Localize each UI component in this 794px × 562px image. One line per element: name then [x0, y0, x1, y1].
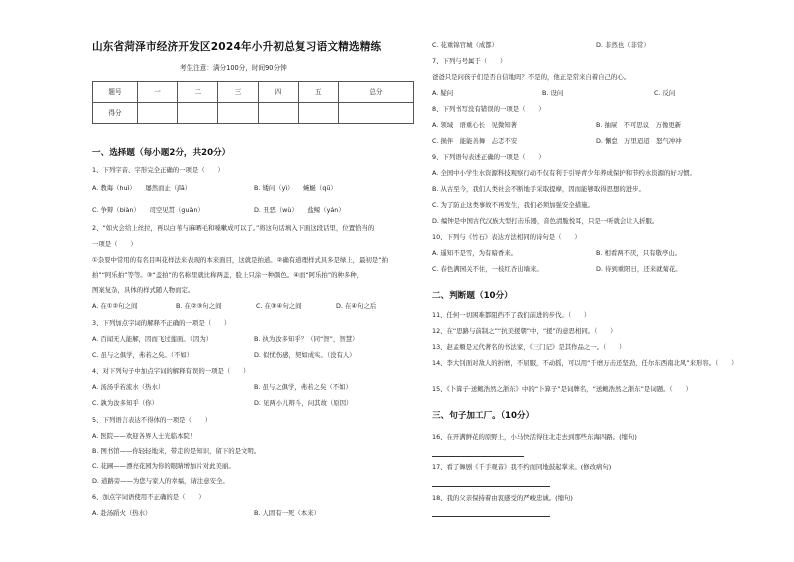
question-stem: 1、下列字音、字形完全正确的一项是（ ） — [92, 166, 224, 174]
answer-option[interactable]: C. 争辩（biàn） 司空见贯（guàn） — [92, 206, 204, 214]
score-input-cell[interactable] — [178, 103, 218, 124]
answer-option[interactable]: A. 赴汤蹈火（热水） — [92, 509, 152, 517]
question-stem: 7、下列与号属于（ ） — [432, 57, 507, 65]
answer-line[interactable] — [432, 516, 550, 517]
judgement-item: 13、赵孟頫是元代著名的书法家，《三门记》是其作品之一。（ ） — [432, 343, 626, 351]
answer-option[interactable]: A. 领域 语重心长 见微知著 — [432, 121, 518, 129]
answer-option[interactable]: D. 懈怠 万里迢迢 怒气冲冲 — [596, 137, 682, 145]
answer-option[interactable]: D. 丑恶（wù） 盐鲸（yán） — [254, 206, 345, 214]
score-input-cell[interactable] — [258, 103, 298, 124]
answer-option[interactable]: C. 损伴 能能善舞 忐忑不安 — [432, 137, 518, 145]
section-heading: 三、句子加工厂。（10分） — [432, 411, 535, 421]
answer-option[interactable]: B. 设问 — [542, 89, 564, 97]
score-table — [92, 81, 414, 124]
judgement-item: 12、在“思路与前制之”“抗美援朝”中，“援”的意思相同。（ ） — [432, 327, 617, 335]
score-input-cell[interactable] — [138, 103, 178, 124]
question-stem: 4、对下列句子中加点字词的解释有误的一项是（ ） — [92, 367, 250, 375]
answer-option[interactable]: D. 道路旁——为您与家人的幸福，请注意安全。 — [92, 477, 229, 485]
rewrite-item: 17、看了舞剧《千手观音》我不约而同地鼓起掌来。(修改病句) — [432, 463, 612, 471]
answer-option[interactable]: A. 百闻无人能解，因而飞过莲面。（因为） — [92, 335, 213, 343]
question-stem: 10、下列与《竹石》表达方法相同的诗句是（ ） — [432, 233, 581, 241]
answer-option[interactable]: A. 遥知不是雪，为有暗香来。 — [432, 249, 518, 257]
answer-option[interactable]: B. 相看两不厌，只有敬亭山。 — [596, 249, 682, 257]
judgement-item: 11、任何一切困难都阻挡不了我们前进的步伐。（ ） — [432, 311, 591, 319]
score-cell: 得分 — [93, 103, 138, 124]
answer-option[interactable]: B. 图书馆——你轻轻地来，带走的是知识，留下的是文明。 — [92, 447, 261, 455]
answer-option[interactable]: C. 花圃——漂亮花园为你的眼睛增加片对此美丽。 — [92, 462, 235, 470]
answer-option[interactable]: C. 春色满园关不住，一枝红杏出墙来。 — [432, 265, 543, 273]
section-heading: 一、选择题（每小题2分，共20分） — [92, 148, 231, 158]
rewrite-item: 18、我的父亲保持着由衷感受的严峻忠诚。(缩句) — [432, 494, 573, 502]
answer-option[interactable]: D. 待到重阳日，还来就菊花。 — [596, 265, 682, 273]
answer-option[interactable]: C. 为了防止这类事故不再发生，我们必须加强安全措施。 — [432, 201, 594, 209]
answer-option[interactable]: A. 在①②句之间 — [92, 302, 138, 310]
answer-option[interactable]: B. 执为汝多知乎？（同“智”，智慧） — [254, 335, 359, 343]
question-stem: 8、下列书写没有错误的一项是（ ） — [432, 105, 545, 113]
score-input-cell[interactable] — [218, 103, 258, 124]
answer-line[interactable] — [432, 456, 524, 457]
score-cell: 三 — [218, 82, 258, 103]
answer-option[interactable]: B. 人固有一死（本来） — [254, 509, 320, 517]
score-cell: 四 — [258, 82, 298, 103]
answer-option[interactable]: A. 全国中小学生水资源科技观察行动不仅有利于引导青少年养成保护和节约水资源的好习惯。 — [432, 169, 696, 177]
answer-option[interactable]: C. 在③④句之间 — [256, 302, 302, 310]
exam-title: 山东省菏泽市经济开发区2024年小升初总复习语文精选精练 — [92, 41, 382, 53]
passage-line: 图案复杂，具体的样式随人物而定。 — [92, 286, 195, 294]
question-stem: 2、“如火会给上丝拉，再以白苇与麻晒毛和嗓嗽成可以了。”将这句话填入下面这段话里，位置恰当的 — [92, 224, 375, 232]
exam-notice: 考生注意：满分100分，时间90分钟 — [180, 64, 287, 72]
score-table-score-row — [93, 103, 414, 124]
question-stem: 一项是（ ） — [92, 240, 137, 248]
passage-line: 拍”“阿乐拍”等等。③“盖拍”的名称里就比称两盖，脸上只涂一种颜色。④而“阿乐拍”的种多种， — [92, 271, 364, 279]
judgement-item: 14、李大钊面对敌人的折磨，不屈服，不动摇，可以用“千磨万击还坚劲，任尔东西南北风”来形容。（ ） — [432, 359, 738, 367]
score-cell: 一 — [138, 82, 178, 103]
answer-option[interactable]: A. 医院——欢迎各界人士光临本院！ — [92, 432, 197, 440]
answer-option[interactable]: A. 汤汤乎若流水（热水） — [92, 383, 165, 391]
question-stem: 5、下列语言表达不得体的一项是（ ） — [92, 416, 212, 424]
rewrite-item: 16、在开满鲜花的原野上，小马快活得往北走去到那些东海四路。(缩句) — [432, 433, 637, 441]
answer-option[interactable]: A. 疑问 — [432, 89, 454, 97]
score-input-cell[interactable] — [338, 103, 413, 124]
question-stem: 3、下列加点字词的解释不正确的一项是（ ） — [92, 319, 231, 327]
question-stem: 6、加点字词语使用不正确的是（ ） — [92, 493, 205, 501]
answer-option[interactable]: D. 似忧伤感，契如成实。（没有人） — [254, 351, 356, 359]
answer-line[interactable] — [432, 486, 550, 487]
answer-option[interactable]: B. 虽与之俱学，弗若之矣（不如） — [254, 383, 352, 391]
answer-option[interactable]: C. 孰为汝多知乎（你） — [92, 399, 159, 407]
answer-option[interactable]: D. 在④句之后 — [336, 302, 377, 310]
answer-option[interactable]: B. 从古至今，我们人类社会不断地手采取提摩，因而能够取得思想的进步。 — [432, 185, 645, 193]
judgement-item: 15、《卜算子·送鲍浩然之浙东》中的“卜算子”是词牌名，“送鲍浩然之浙东”是词题。（ ） — [432, 385, 692, 393]
answer-option[interactable]: A. 教诲（huì） 屡然而止（jǐā） — [92, 184, 192, 192]
passage-line: ①杂耍中常用的有名目叫花样法来表现的本来面目，这就是拍道。②确有道理样式具多是绿上，最初是“拍 — [92, 256, 388, 264]
score-cell: 总分 — [338, 82, 413, 103]
score-cell: 二 — [178, 82, 218, 103]
answer-option[interactable]: D. 非然也（非常） — [596, 41, 650, 49]
answer-option[interactable]: C. 虽与之俱学，弗若之矣。（不如） — [92, 351, 194, 359]
score-cell: 题号 — [93, 82, 138, 103]
question-sentence: 爸爸只是问孩子们是否自信地吗？不是的，他正是常来自着自己的心。 — [432, 73, 631, 81]
answer-option[interactable]: C. 花重锦官城（成都） — [432, 41, 499, 49]
score-cell: 五 — [298, 82, 338, 103]
score-table-header-row — [93, 82, 414, 103]
section-heading: 二、判断题（10分） — [432, 291, 513, 301]
answer-option[interactable]: B. 矮问（yì） 蜿蜒（qū） — [254, 184, 337, 192]
answer-option[interactable]: B. 抽屉 不可思议 万像更新 — [596, 121, 682, 129]
score-input-cell[interactable] — [298, 103, 338, 124]
question-stem: 9、下列语句表述正确的一项是（ ） — [432, 153, 545, 161]
answer-option[interactable]: C. 反问 — [654, 89, 676, 97]
answer-option[interactable]: D. 见两小儿辩斗，问其故（原因） — [254, 399, 353, 407]
answer-option[interactable]: D. 编钟是中国古代汉族大型打击乐器，音色清脆悦耳，只是一听就会让人折服。 — [432, 217, 659, 225]
answer-option[interactable]: B. 在②③句之间 — [176, 302, 222, 310]
